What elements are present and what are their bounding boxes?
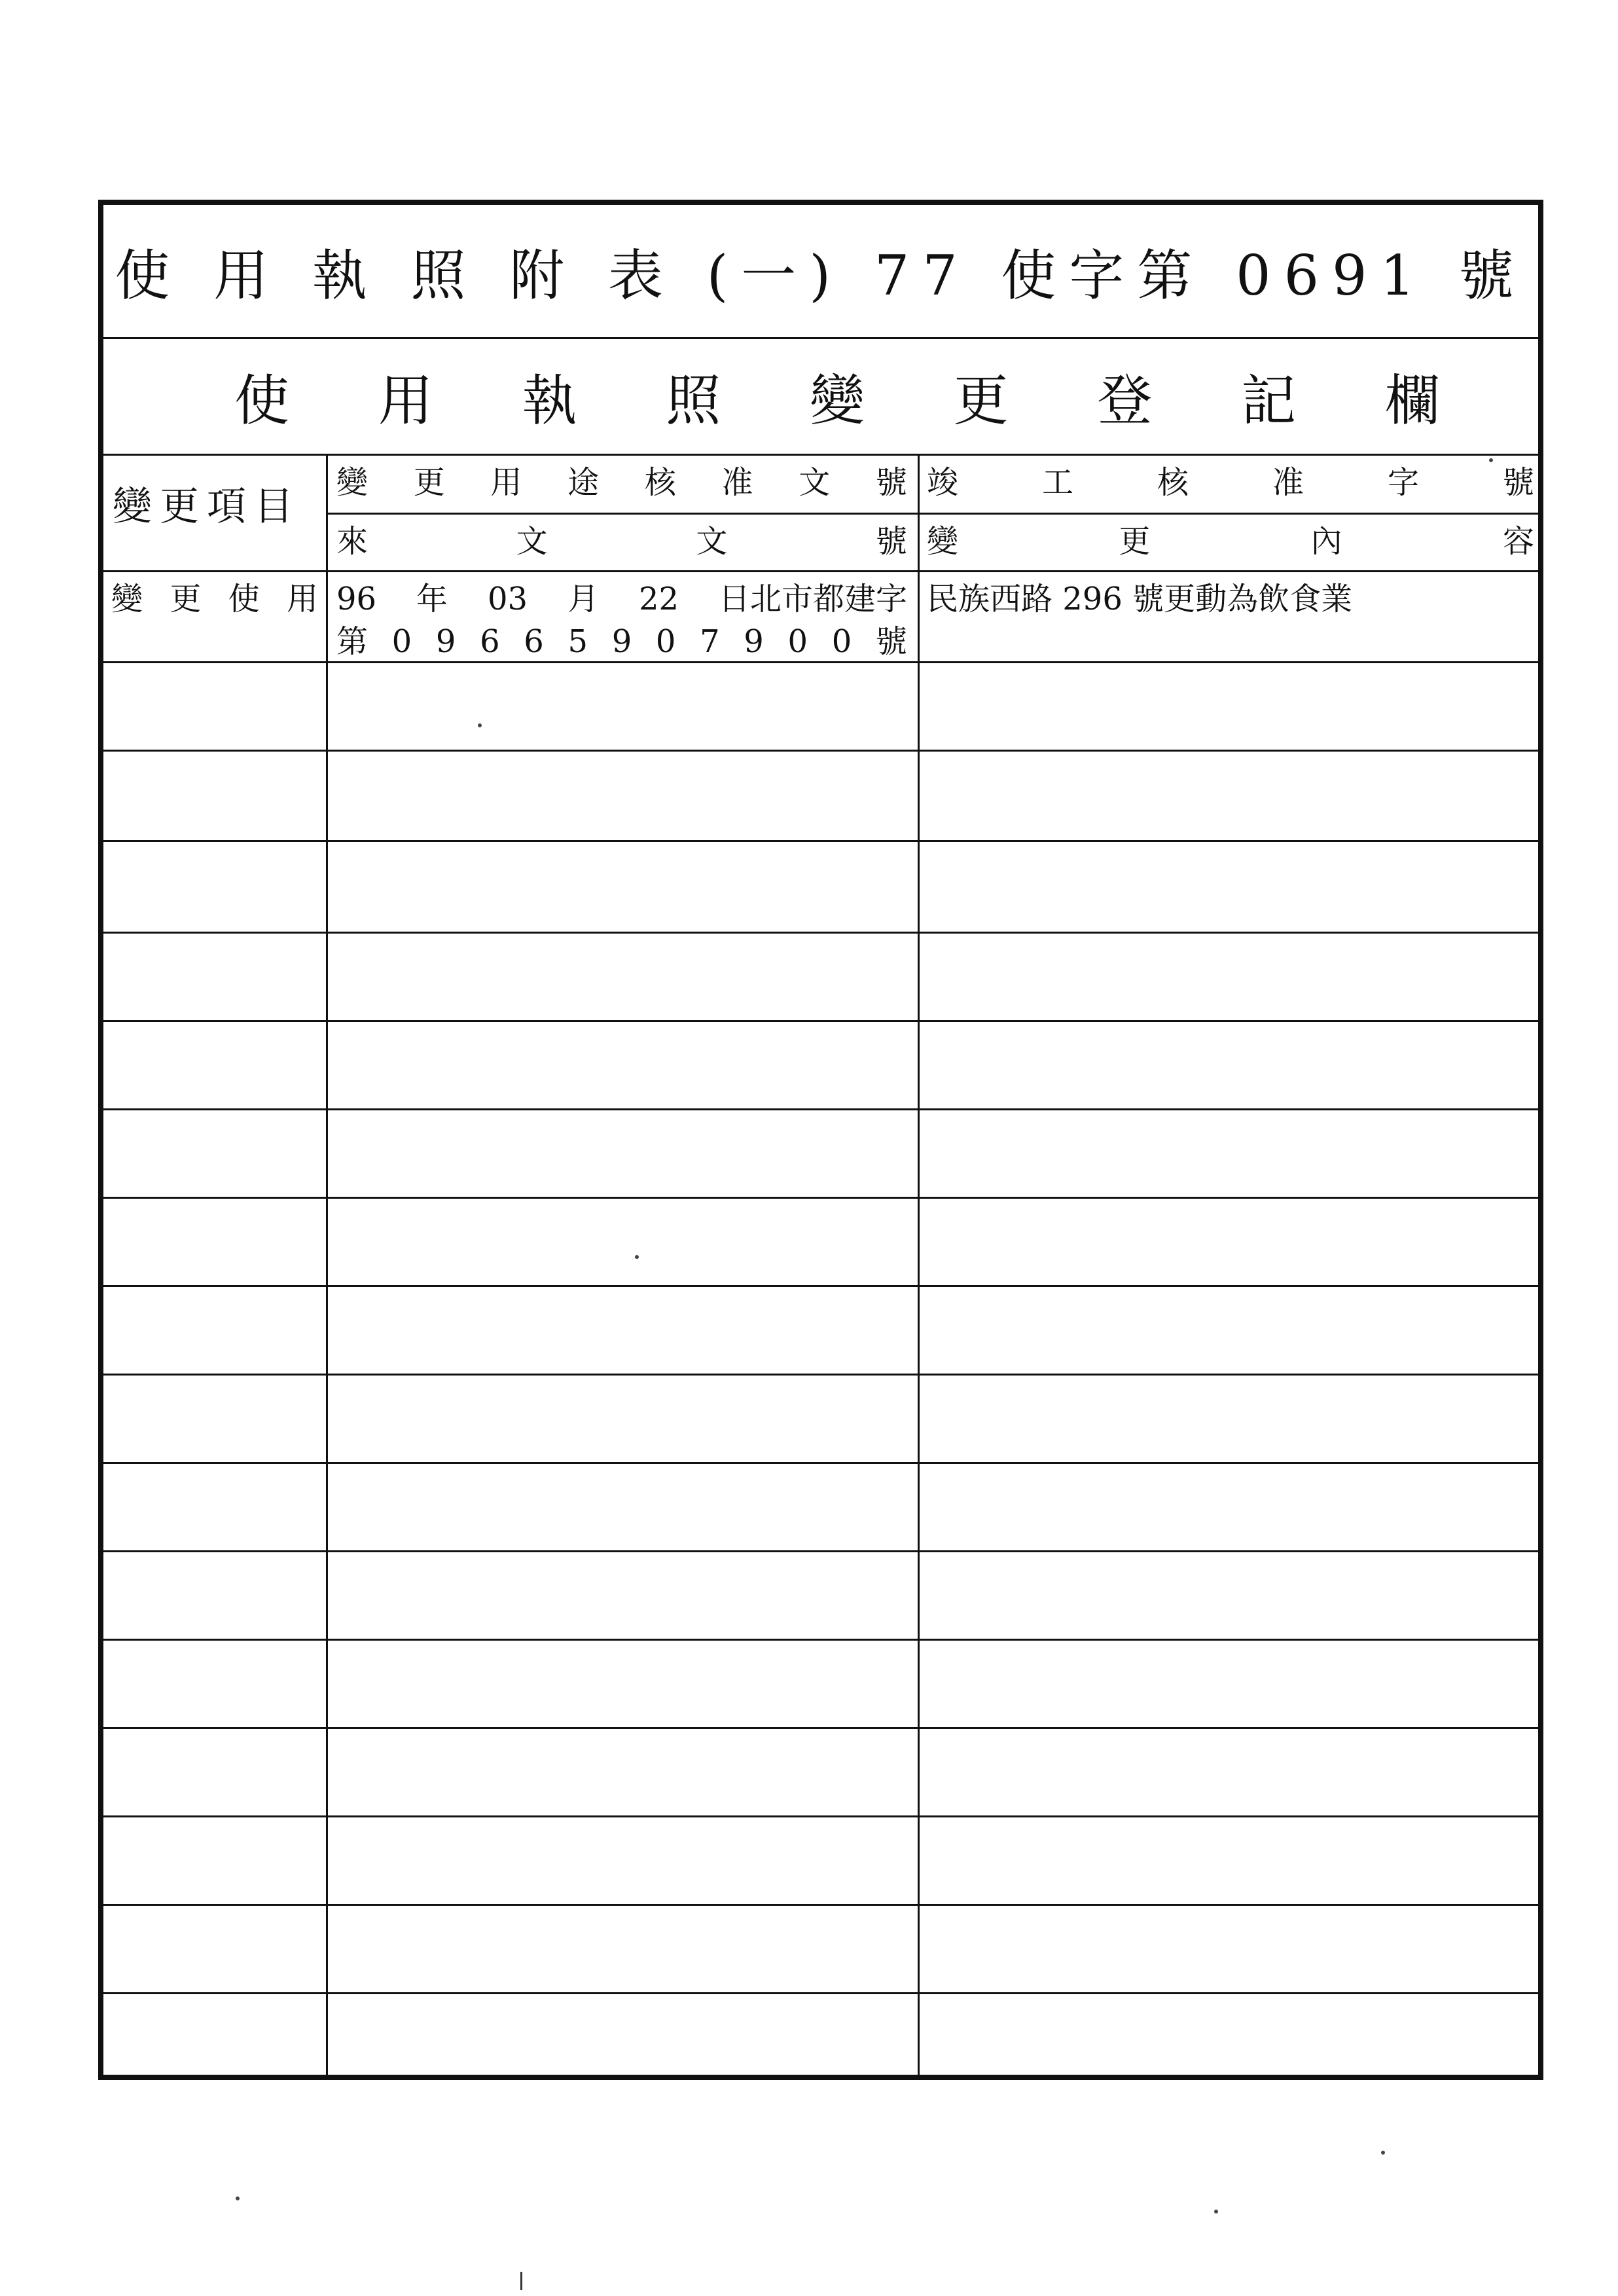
row-line	[103, 932, 1538, 934]
row-line	[103, 1639, 1538, 1641]
subtitle-char: 使	[234, 369, 290, 433]
subtitle-char: 用	[378, 369, 433, 433]
subtitle-char: 記	[1241, 369, 1297, 433]
scan-mark	[520, 2272, 522, 2290]
row-line	[103, 1462, 1538, 1464]
row-doc-line-2: 第 0 9 6 6 5 9 0 7 9 0 0 號	[336, 623, 907, 660]
row-line	[103, 1374, 1538, 1376]
scan-speck	[1214, 2210, 1218, 2214]
subtitle-char: 照	[666, 369, 721, 433]
form-title: 使 用 執 照 附 表 (一) 77 使字第 0691 號	[103, 205, 1538, 339]
row-line	[103, 840, 1538, 842]
scan-speck	[478, 723, 482, 727]
header-approval-doc-no: 變 更 用 途 核 准 文 號	[336, 464, 907, 501]
scan-speck	[635, 1255, 639, 1259]
row-line	[103, 750, 1538, 752]
row-line	[103, 1197, 1538, 1199]
column-divider	[326, 456, 328, 2075]
row-line	[103, 661, 1538, 663]
header-incoming-doc-no: 來 文 文 號	[336, 523, 907, 560]
row-line	[103, 1285, 1538, 1287]
header-item-label: 變更項目	[113, 484, 301, 530]
row-line	[103, 1727, 1538, 1729]
header-completion-no: 竣 工 核 准 字 號	[927, 464, 1534, 501]
row-doc-line-1: 96 年 03 月 22 日北市都建字	[336, 581, 907, 617]
row-item-cell: 變 更 使 用	[111, 581, 318, 617]
scan-speck	[1489, 458, 1493, 462]
form-subtitle	[103, 339, 1538, 456]
scan-speck	[236, 2196, 240, 2200]
scan-speck	[1381, 2151, 1385, 2155]
header-split-line	[326, 513, 1538, 515]
row-line	[103, 1108, 1538, 1110]
row-line	[103, 1815, 1538, 1817]
subtitle-char: 變	[809, 369, 865, 433]
header-change-content: 變 更 內 容	[927, 523, 1534, 560]
row-line	[103, 1992, 1538, 1994]
subtitle-char: 執	[522, 369, 577, 433]
row-line	[103, 1020, 1538, 1022]
row-line	[103, 1904, 1538, 1906]
column-divider	[918, 456, 920, 2075]
subtitle-char: 登	[1097, 369, 1153, 433]
subtitle-char: 更	[953, 369, 1009, 433]
header-bottom-line	[103, 570, 1538, 572]
subtitle-char: 欄	[1384, 369, 1440, 433]
row-line	[103, 1550, 1538, 1552]
usage-permit-form	[98, 200, 1543, 2080]
row-change-content: 民族西路 296 號更動為飲食業	[927, 581, 1353, 617]
